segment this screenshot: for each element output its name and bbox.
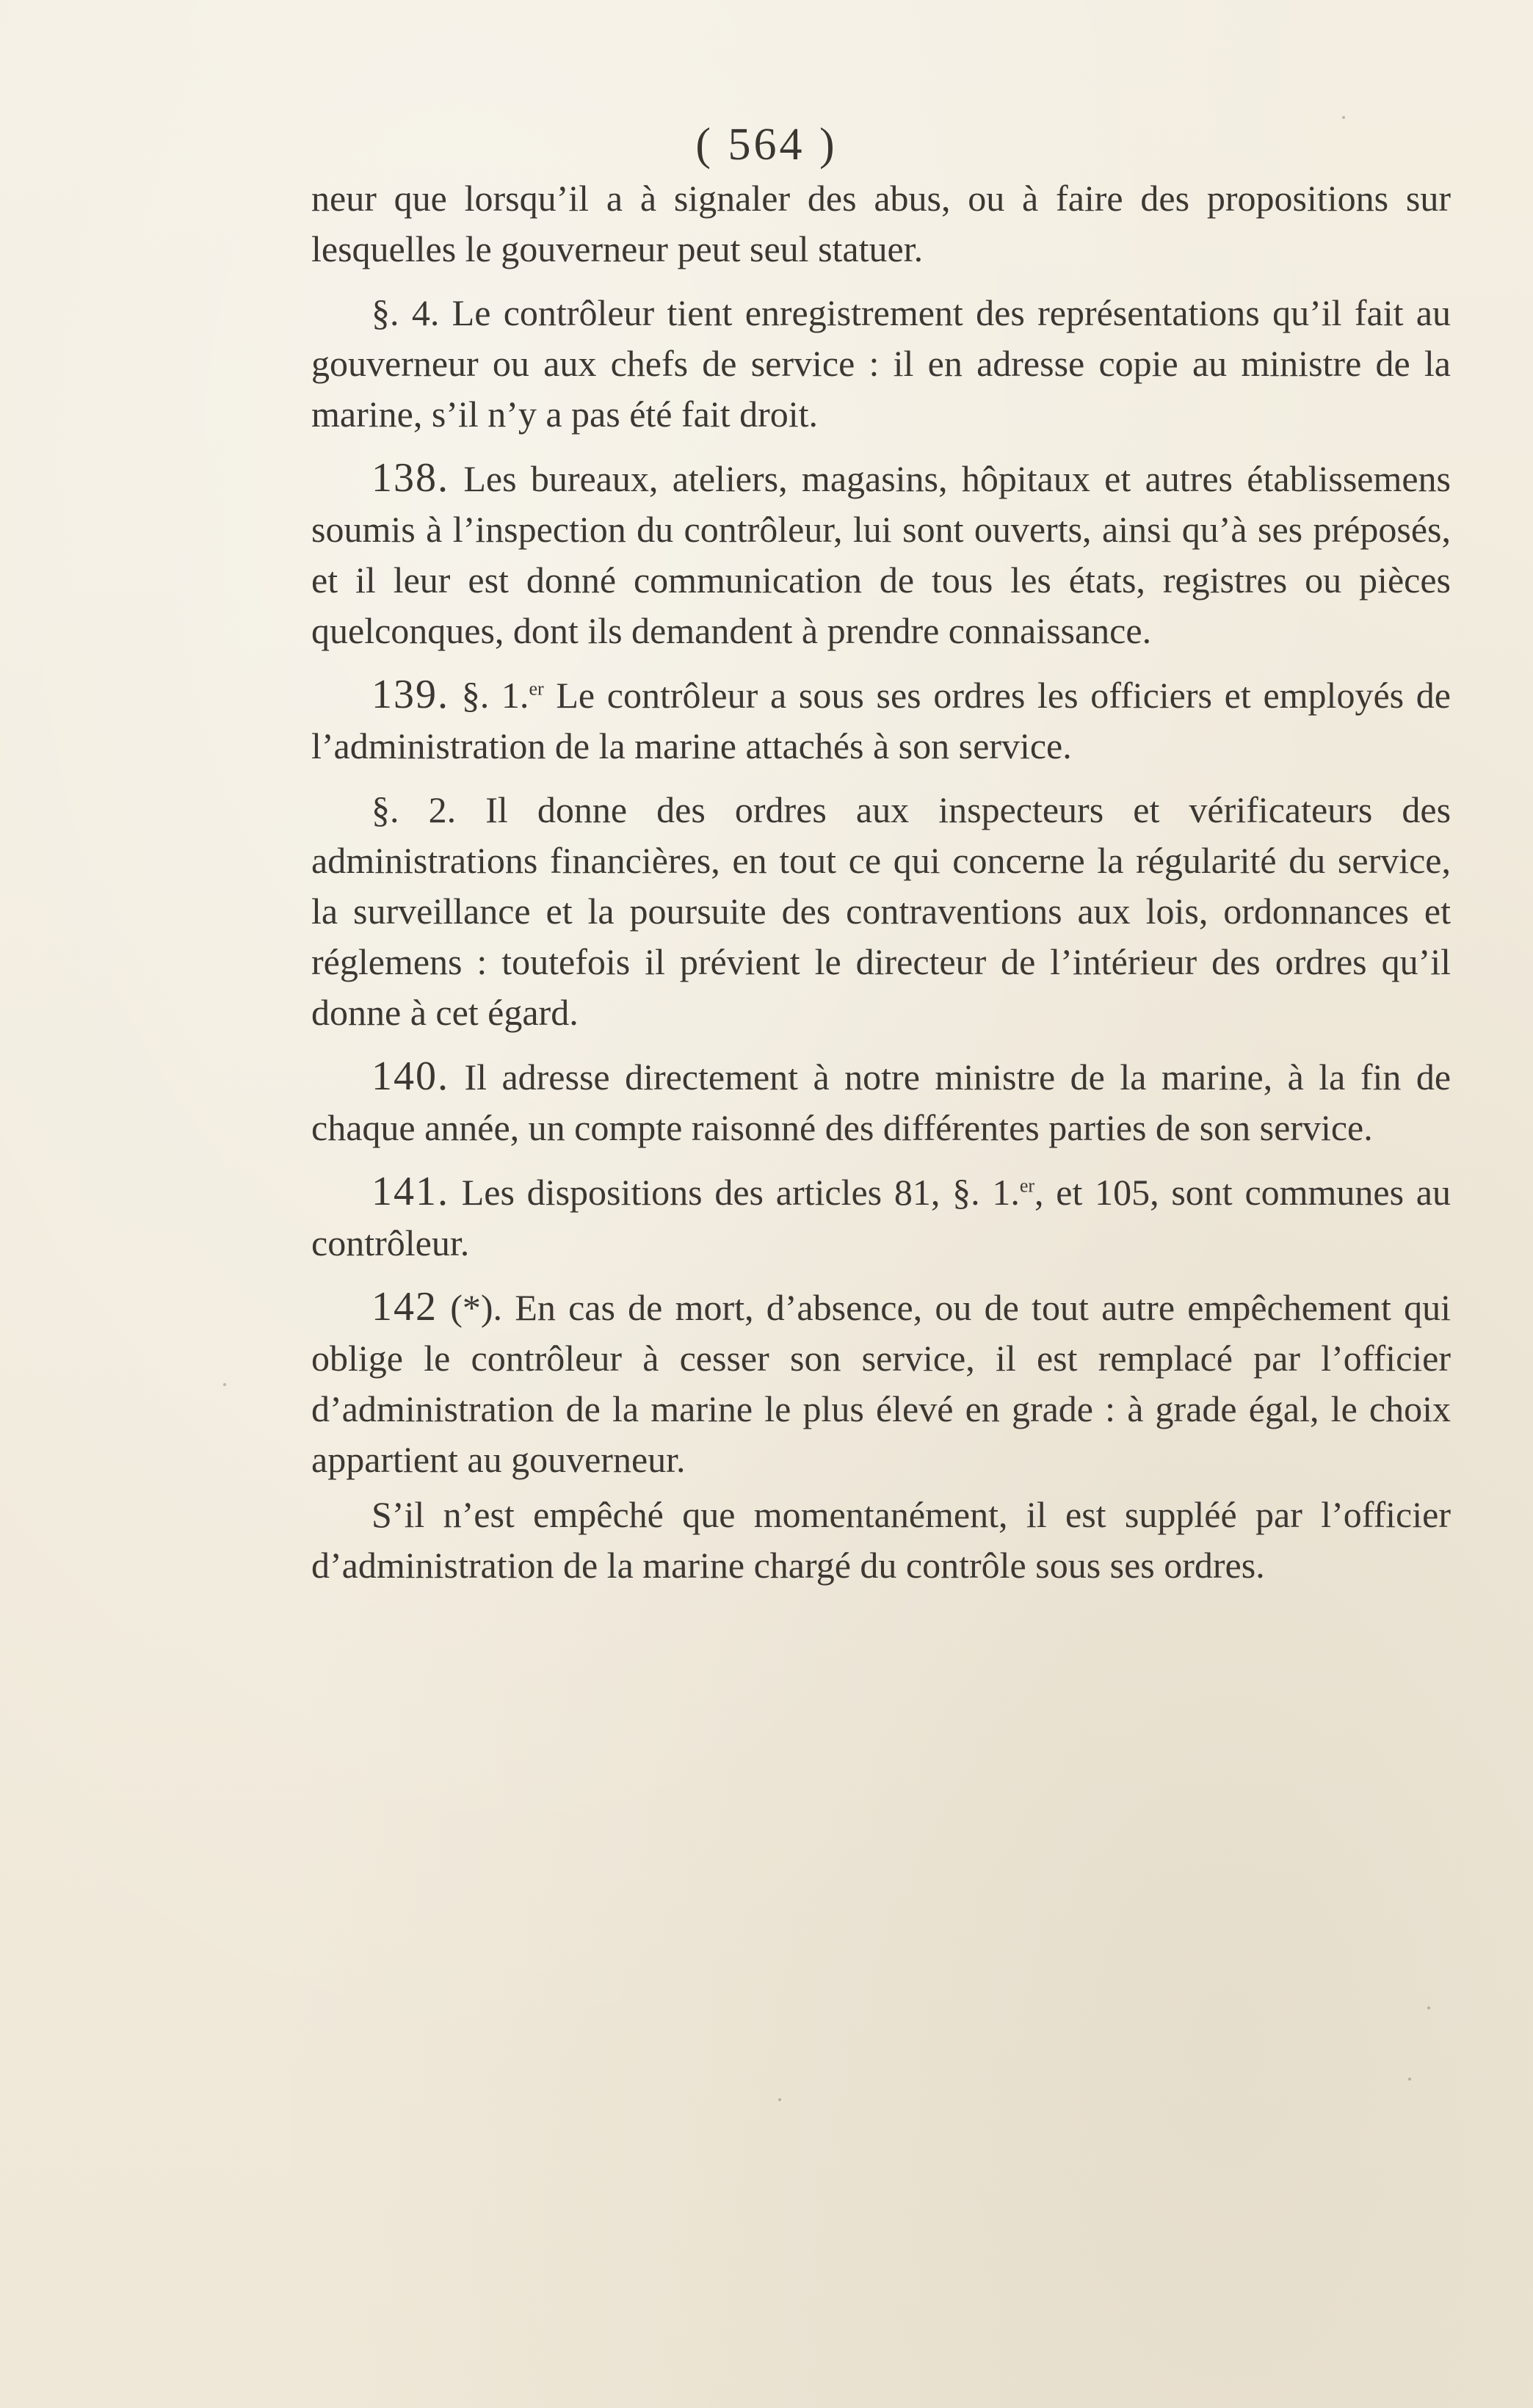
paragraph-section-4: [311, 288, 1451, 440]
paragraph-article-139: [311, 670, 1451, 772]
article-number: 140.: [372, 1054, 449, 1099]
paragraph-article-138: [311, 453, 1451, 656]
paragraph-text: neur que lorsqu’il a à signaler des abus, ou à faire des propositions sur lesquelles le gouverneur peut seul statuer.: [311, 178, 1451, 269]
paragraph-text-superscript: er: [1019, 1175, 1035, 1197]
section-marker-superscript: er: [529, 678, 544, 700]
article-number: 138.: [372, 455, 449, 501]
paragraph-text: Les bureaux, ateliers, magasins, hôpitaux et autres établissemens soumis à l’inspection du contrôleur, lui sont ouverts, ainsi qu’à ses préposés, et il leur est donné communication de tous les états, registres ou pièces quelconques, dont ils demandent à prendre connaissance.: [311, 458, 1452, 651]
paragraph-text: , et 105, sont communes au contrôleur.: [311, 1172, 1451, 1263]
paper-speck: [223, 1383, 226, 1386]
paragraph-article-142-continued: [311, 1490, 1451, 1591]
paragraph-text: Il adresse directement à notre ministre de la marine, à la fin de chaque année, un compte raisonné des différentes parties de son service.: [311, 1056, 1452, 1148]
body-text: [311, 173, 1451, 1591]
paragraph-text: S’il n’est empêché que momentanément, il est suppléé par l’officier d’administration de la marine chargé du contrôle sous ses ordres.: [311, 1494, 1451, 1586]
paragraph-article-141: [311, 1167, 1451, 1269]
section-marker: §. 2.: [372, 789, 457, 830]
paper-speck: [1427, 2006, 1430, 2009]
paragraph-article-139-section-2: [311, 785, 1451, 1038]
paper-speck: [778, 2098, 781, 2101]
section-marker: §. 4.: [372, 292, 440, 333]
footnote-mark: (*).: [450, 1287, 503, 1328]
article-number: 142: [372, 1284, 438, 1330]
paragraph-article-140: [311, 1051, 1451, 1153]
page-number: ( 564 ): [695, 120, 838, 170]
paper-speck: [1408, 2078, 1411, 2081]
paragraph-continuation: [311, 173, 1451, 275]
paragraph-text: Le contrôleur a sous ses ordres les officiers et employés de l’administration de la marine attachés à son service.: [311, 675, 1452, 766]
section-marker: §. 1.: [461, 675, 529, 716]
paragraph-text: Les dispositions des articles 81, §. 1.: [461, 1172, 1020, 1213]
paragraph-text: Il donne des ordres aux inspecteurs et vérificateurs des administrations financières, en tout ce qui concerne la régularité du service, la surveillance et la poursuite des contraventions aux lois, ordonnances et réglemens : toutefois il prévient le directeur de l’intérieur des ordres qu’il donne à cet égard.: [311, 789, 1452, 1033]
paragraph-text: Le contrôleur tient enregistrement des représentations qu’il fait au gouverneur ou aux chefs de service : il en adresse copie au ministre de la marine, s’il n’y a pas été fait droit.: [311, 292, 1451, 435]
paragraph-article-142: [311, 1282, 1451, 1485]
article-number: 139.: [372, 672, 449, 717]
article-number: 141.: [372, 1169, 449, 1214]
paragraph-text: En cas de mort, d’absence, ou de tout autre empêchement qui oblige le contrôleur à cesser son service, il est remplacé par l’officier d’administration de la marine le plus élevé en grade : à grade égal, le choix appartient au gouverneur.: [311, 1287, 1452, 1480]
